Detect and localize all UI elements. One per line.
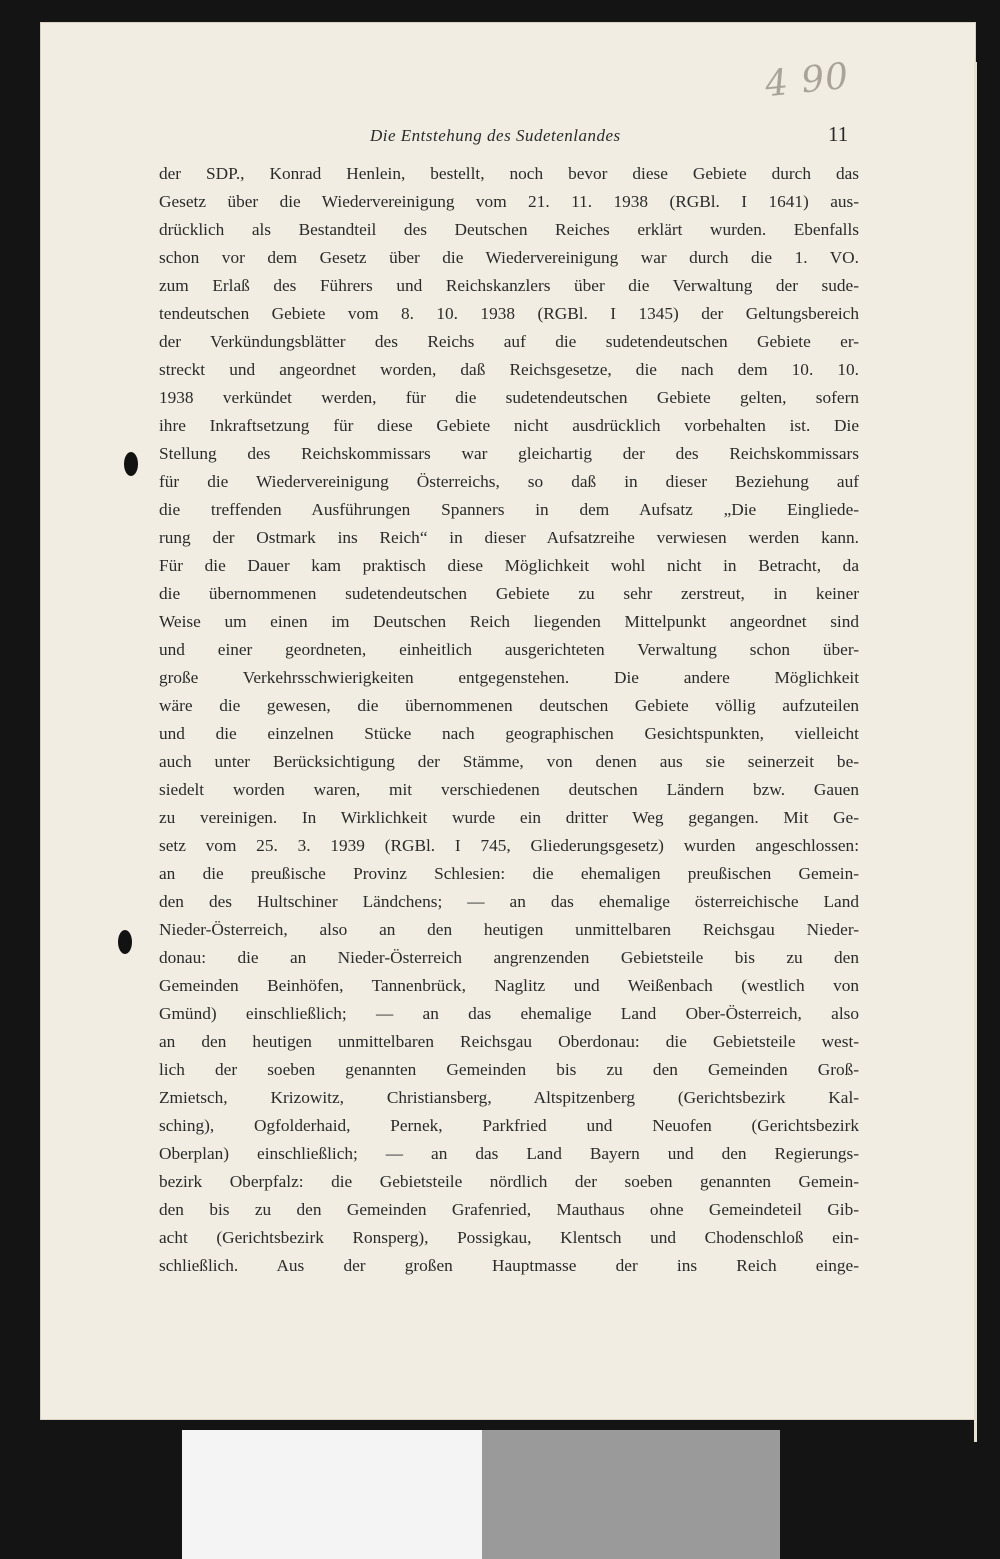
text-line: für die Wiedervereinigung Österreichs, so daß in dieser Beziehung auf (159, 472, 859, 491)
punch-hole-upper (124, 452, 138, 476)
text-line: siedelt worden waren, mit verschiedenen deutschen Ländern bzw. Gauen (159, 780, 859, 799)
text-line: zu vereinigen. In Wirklichkeit wurde ein dritter Weg gegangen. Mit Ge- (159, 808, 859, 827)
text-line: die übernommenen sudetendeutschen Gebiete zu sehr zerstreut, in keiner (159, 584, 859, 603)
gray-swatch (482, 1430, 780, 1559)
text-line: und die einzelnen Stücke nach geographischen Gesichtspunkten, vielleicht (159, 724, 859, 743)
text-line: drücklich als Bestandteil des Deutschen Reiches erklärt wurden. Ebenfalls (159, 220, 859, 239)
text-line: rung der Ostmark ins Reich“ in dieser Aufsatzreihe verwiesen werden kann. (159, 528, 859, 547)
page-edge (974, 62, 977, 1442)
white-swatch (182, 1430, 482, 1559)
text-line: 1938 verkündet werden, für die sudetendeutschen Gebiete gelten, sofern (159, 388, 859, 407)
running-title: Die Entstehung des Sudetenlandes (370, 126, 621, 145)
text-line: streckt und angeordnet worden, daß Reichsgesetze, die nach dem 10. 10. (159, 360, 859, 379)
color-reference-card (182, 1430, 780, 1559)
text-line: lich der soeben genannten Gemeinden bis zu den Gemeinden Groß- (159, 1060, 859, 1079)
text-line: schon vor dem Gesetz über die Wiedervereinigung war durch die 1. VO. (159, 248, 859, 267)
page-number: 11 (828, 122, 849, 146)
text-line: setz vom 25. 3. 1939 (RGBl. I 745, Gliederungsgesetz) wurden angeschlossen: (159, 836, 859, 855)
text-line: zum Erlaß des Führers und Reichskanzlers über die Verwaltung der sude- (159, 276, 859, 295)
text-line: Oberplan) einschließlich; — an das Land Bayern und den Regierungs- (159, 1144, 859, 1163)
text-line: wäre die gewesen, die übernommenen deutschen Gebiete völlig aufzuteilen (159, 696, 859, 715)
text-line: donau: die an Nieder-Österreich angrenzenden Gebietsteile bis zu den (159, 948, 859, 967)
text-line: an die preußische Provinz Schlesien: die ehemaligen preußischen Gemein- (159, 864, 859, 883)
text-line: Für die Dauer kam praktisch diese Möglichkeit wohl nicht in Betracht, da (159, 556, 859, 575)
text-line: Gesetz über die Wiedervereinigung vom 21. 11. 1938 (RGBl. I 1641) aus- (159, 192, 859, 211)
text-line: große Verkehrsschwierigkeiten entgegenstehen. Die andere Möglichkeit (159, 668, 859, 687)
text-line: Weise um einen im Deutschen Reich liegenden Mittelpunkt angeordnet sind (159, 612, 859, 631)
text-line: Gmünd) einschließlich; — an das ehemalige Land Ober-Österreich, also (159, 1004, 859, 1023)
text-line: und einer geordneten, einheitlich ausgerichteten Verwaltung schon über- (159, 640, 859, 659)
text-line: den bis zu den Gemeinden Grafenried, Mauthaus ohne Gemeindeteil Gib- (159, 1200, 859, 1219)
text-line: an den heutigen unmittelbaren Reichsgau Oberdonau: die Gebietsteile west- (159, 1032, 859, 1051)
text-line: der Verkündungsblätter des Reichs auf die sudetendeutschen Gebiete er- (159, 332, 859, 351)
text-line: Nieder-Österreich, also an den heutigen unmittelbaren Reichsgau Nieder- (159, 920, 859, 939)
text-line: den des Hultschiner Ländchens; — an das ehemalige österreichische Land (159, 892, 859, 911)
book-page (40, 22, 976, 1420)
page-header (40, 100, 976, 146)
text-line: die treffenden Ausführungen Spanners in dem Aufsatz „Die Eingliede- (159, 500, 859, 519)
punch-hole-lower (118, 930, 132, 954)
text-line: bezirk Oberpfalz: die Gebietsteile nördlich der soeben genannten Gemein- (159, 1172, 859, 1191)
text-line: Gemeinden Beinhöfen, Tannenbrück, Naglitz und Weißenbach (westlich von (159, 976, 859, 995)
text-line: acht (Gerichtsbezirk Ronsperg), Possigkau, Klentsch und Chodenschloß ein- (159, 1228, 859, 1247)
pencil-annotation: 4 90 (763, 55, 852, 106)
text-line: Zmietsch, Krizowitz, Christiansberg, Altspitzenberg (Gerichtsbezirk Kal- (159, 1088, 859, 1107)
text-line: ihre Inkraftsetzung für diese Gebiete nicht ausdrücklich vorbehalten ist. Die (159, 416, 859, 435)
text-line: auch unter Berücksichtigung der Stämme, von denen aus sie seinerzeit be- (159, 752, 859, 771)
text-line: tendeutschen Gebiete vom 8. 10. 1938 (RGBl. I 1345) der Geltungsbereich (159, 304, 859, 323)
text-line: schließlich. Aus der großen Hauptmasse der ins Reich einge- (159, 1256, 859, 1275)
text-line: sching), Ogfolderhaid, Pernek, Parkfried und Neuofen (Gerichtsbezirk (159, 1116, 859, 1135)
text-line: der SDP., Konrad Henlein, bestellt, noch bevor diese Gebiete durch das (159, 164, 859, 183)
body-text (159, 160, 859, 1280)
text-line: Stellung des Reichskommissars war gleichartig der des Reichskommissars (159, 444, 859, 463)
